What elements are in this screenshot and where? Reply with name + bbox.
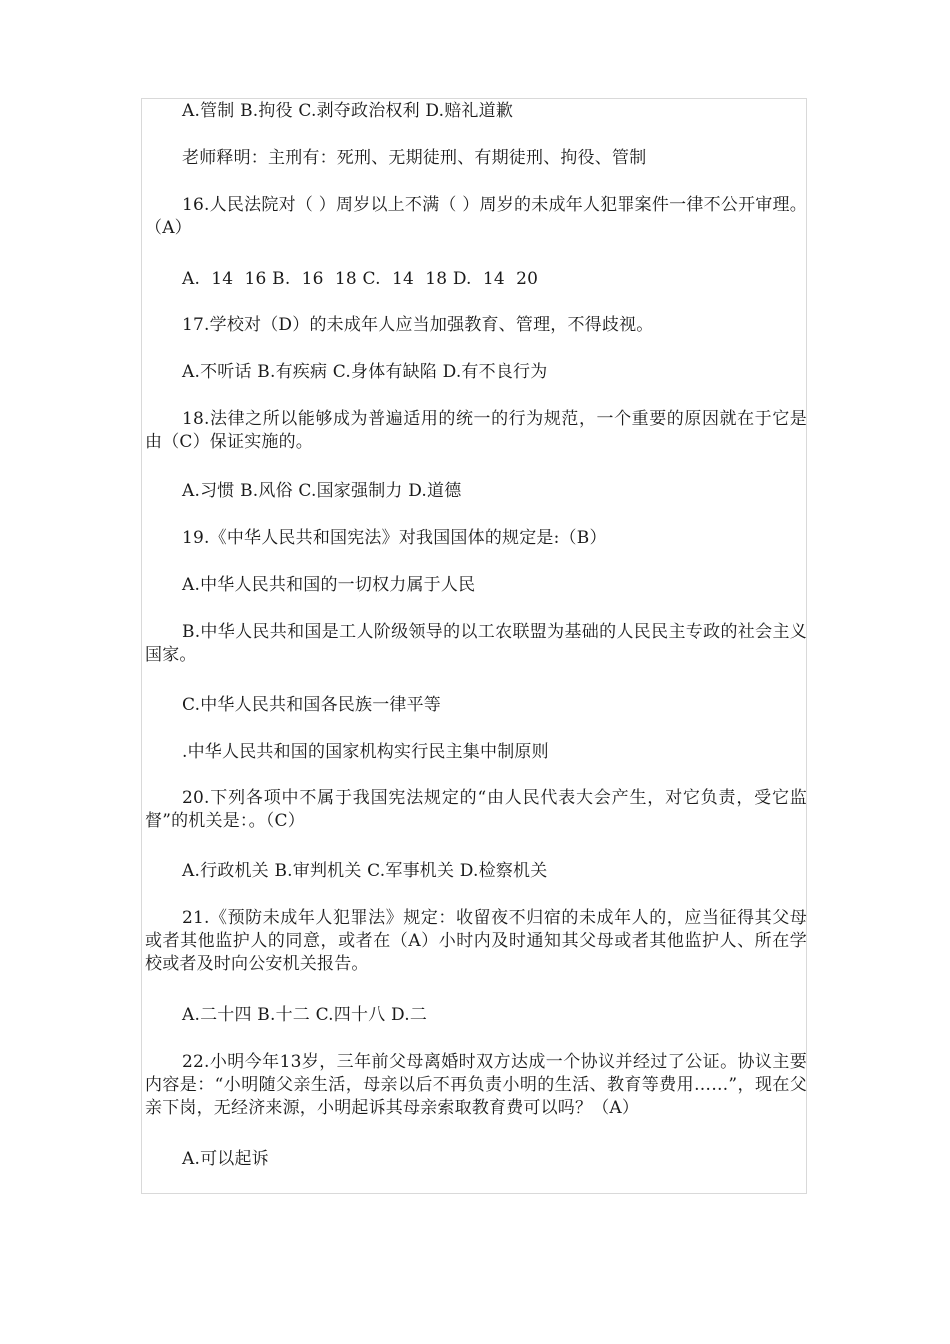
answer-options-17: A.不听话 B.有疾病 C.身体有缺陷 D.有不良行为: [182, 362, 548, 382]
question-16: 16.人民法院对（ ）周岁以上不满（ ）周岁的未成年人犯罪案件一律不公开审理。（A）: [145, 195, 807, 238]
answer-option-19d: .中华人民共和国的国家机构实行民主集中制原则: [182, 742, 549, 762]
question-18: 18.法律之所以能够成为普遍适用的统一的行为规范，一个重要的原因就在于它是由（C）保证实施的。: [145, 409, 807, 452]
answer-options-18: A.习惯 B.风俗 C.国家强制力 D.道德: [182, 481, 462, 501]
answer-option-19a: A.中华人民共和国的一切权力属于人民: [182, 575, 476, 595]
answer-option-19b: B.中华人民共和国是工人阶级领导的以工农联盟为基础的人民民主专政的社会主义国家。: [145, 622, 807, 665]
question-17: 17.学校对（D）的未成年人应当加强教育、管理，不得歧视。: [182, 315, 654, 335]
answer-options-15: A.管制 B.拘役 C.剥夺政治权利 D.赔礼道歉: [182, 101, 514, 121]
answer-options-20: A.行政机关 B.审判机关 C.军事机关 D.检察机关: [182, 861, 548, 881]
answer-option-22a: A.可以起诉: [182, 1149, 269, 1169]
question-20: 20.下列各项中不属于我国宪法规定的“由人民代表大会产生，对它负责，受它监督”的机关是：。（C）: [145, 788, 807, 831]
answer-options-21: A.二十四 B.十二 C.四十八 D.二: [182, 1005, 428, 1025]
question-21: 21.《预防未成年人犯罪法》规定：收留夜不归宿的未成年人的，应当征得其父母或者其他监护人的同意，或者在（A）小时内及时通知其父母或者其他监护人、所在学校或者及时向公安机关报告。: [145, 908, 807, 974]
answer-option-19c: C.中华人民共和国各民族一律平等: [182, 695, 442, 715]
teacher-explanation: 老师释明：主刑有：死刑、无期徒刑、有期徒刑、拘役、管制: [182, 148, 647, 168]
question-19: 19.《中华人民共和国宪法》对我国国体的规定是:（B）: [182, 528, 607, 548]
answer-options-16: A. 14 16 B. 16 18 C. 14 18 D. 14 20: [182, 269, 539, 289]
question-22: 22.小明今年13岁，三年前父母离婚时双方达成一个协议并经过了公证。协议主要内容是：“小明随父亲生活，母亲以后不再负责小明的生活、教育等费用……”，现在父亲下岗，无经济来源，小明起诉其母亲索取教育费可以吗？（A）: [145, 1052, 807, 1118]
